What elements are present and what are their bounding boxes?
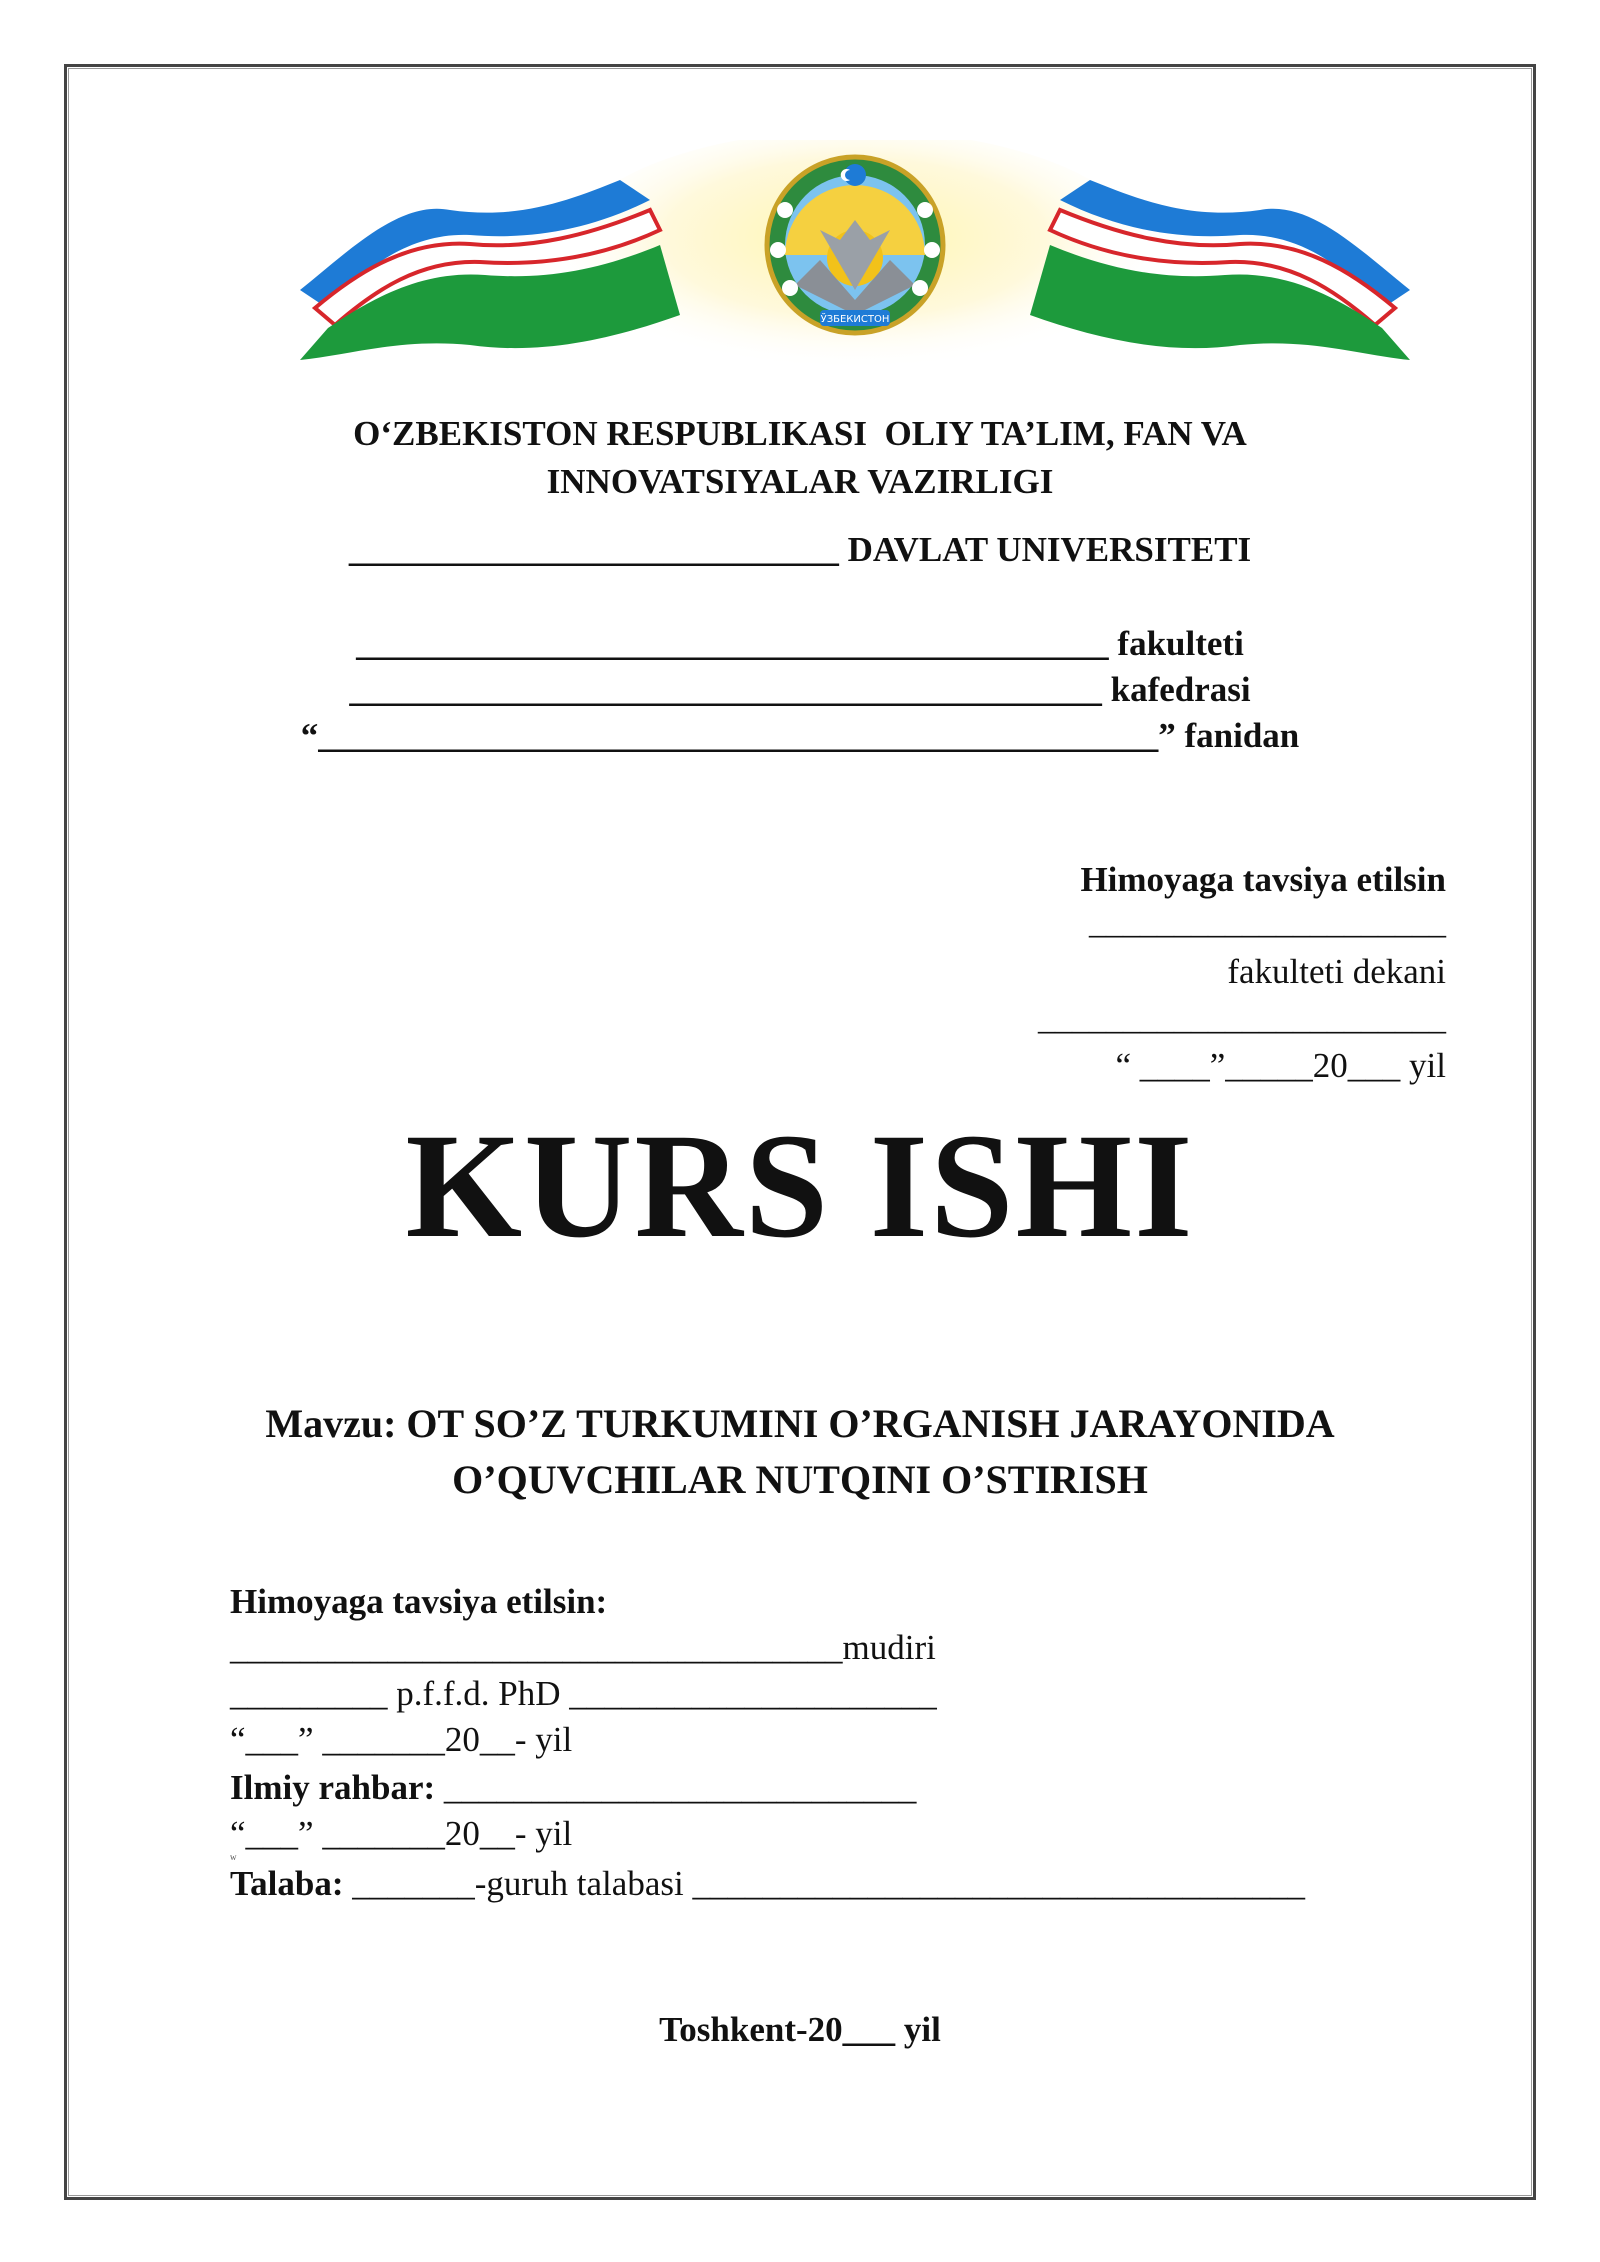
advisor-line: [230, 1768, 916, 1808]
page-title: KURS ISHI: [405, 1103, 1195, 1269]
approval-right-blank-1: _____________________: [1089, 904, 1446, 941]
department-line: ___________________________________________ kafedrasi: [349, 670, 1251, 709]
faculty-line: ___________________________________________ fakulteti: [356, 624, 1244, 663]
state-emblem-with-flags: [290, 140, 1420, 370]
dean-role-label: fakulteti dekani: [1227, 952, 1446, 991]
approval-date-2: “___” _______20__- yil: [230, 1814, 573, 1853]
ministry-line-2: INNOVATSIYALAR VAZIRLIGI: [546, 462, 1054, 501]
student-blank: _______-guruh talabasi ___________________________________: [343, 1864, 1305, 1903]
ministry-line-1: O‘ZBEKISTON RESPUBLIKASI OLIY TA’LIM, FAN VA: [353, 414, 1247, 453]
coat-of-arms: [767, 157, 943, 333]
advisor-blank: ___________________________: [435, 1768, 917, 1807]
student-label: Talaba:: [230, 1864, 344, 1903]
approval-right-date: “ ____”_____20___ yil: [1115, 1046, 1446, 1085]
approval-right-title: Himoyaga tavsiya etilsin: [1080, 860, 1446, 899]
left-flag: [300, 180, 680, 360]
tiny-mark: w: [230, 1852, 237, 1862]
approval-right-blank-2: ________________________: [1038, 1000, 1446, 1037]
footer-city-year: Toshkent-20___ yil: [659, 2010, 941, 2049]
topic-line-1: Mavzu: OT SO’Z TURKUMINI O’RGANISH JARAYONIDA: [265, 1401, 1335, 1446]
degree-line: _________ p.f.f.d. PhD _____________________: [230, 1674, 937, 1713]
right-flag: [1030, 180, 1410, 360]
topic-line-2: O’QUVCHILAR NUTQINI O’STIRISH: [452, 1457, 1148, 1502]
department-head-line: ___________________________________mudiri: [230, 1628, 936, 1667]
approval-left-title: Himoyaga tavsiya etilsin:: [230, 1582, 608, 1621]
advisor-label: Ilmiy rahbar:: [230, 1768, 436, 1807]
emblem-badge-text: ЎЗБЕКИСТОН: [820, 314, 890, 325]
student-line: [230, 1864, 1305, 1904]
subject-line: “________________________________________________” fanidan: [300, 716, 1300, 755]
approval-date-1: “___” _______20__- yil: [230, 1720, 573, 1759]
university-line: ____________________________ DAVLAT UNIVERSITETI: [348, 530, 1252, 569]
